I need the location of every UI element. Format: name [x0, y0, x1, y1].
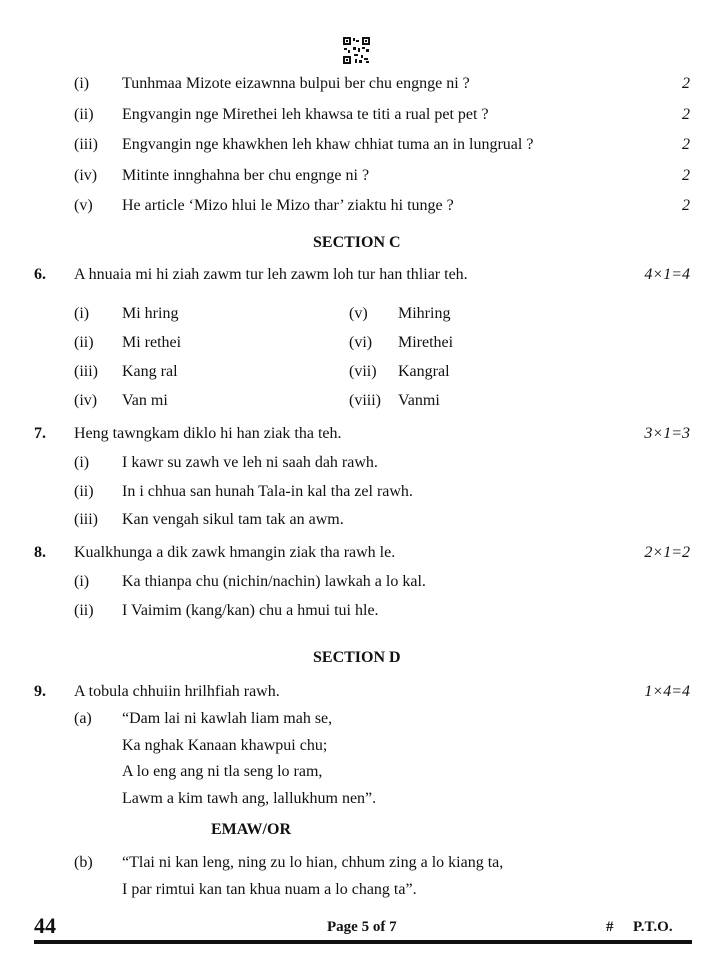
- item-text: Tunhmaa Mizote eizawnna bulpui ber chu engnge ni ?: [122, 75, 470, 92]
- item-label: (iii): [74, 511, 98, 528]
- option-label: (vii): [349, 363, 377, 380]
- question-marks: 2×1=2: [644, 544, 690, 561]
- question-number: 7.: [34, 425, 46, 442]
- poem-line: “Dam lai ni kawlah liam mah se,: [122, 710, 333, 727]
- question-text: Heng tawngkam diklo hi han ziak tha teh.: [74, 425, 342, 442]
- option-text: Van mi: [122, 392, 168, 409]
- paper-code: 44: [34, 913, 56, 938]
- item-marks: 2: [682, 136, 690, 153]
- question-number: 9.: [34, 683, 46, 700]
- option-label: (iv): [74, 392, 98, 409]
- footer-rule: [34, 940, 692, 944]
- or-label: EMAW/OR: [211, 821, 291, 838]
- poem-line: Lawm a kim tawh ang, lallukhum nen”.: [122, 790, 377, 807]
- hash-mark: #: [606, 919, 614, 935]
- option-label: (i): [74, 305, 90, 322]
- item-text: He article ‘Mizo hlui le Mizo thar’ ziaktu hi tunge ?: [122, 197, 454, 214]
- question-text: Kualkhunga a dik zawk hmangin ziak tha rawh le.: [74, 544, 396, 561]
- option-label: (viii): [349, 392, 381, 409]
- question-marks: 1×4=4: [644, 683, 690, 700]
- page-number: Page 5 of 7: [327, 919, 397, 935]
- poem-line: A lo eng ang ni tla seng lo ram,: [122, 763, 323, 780]
- poem-line: Ka nghak Kanaan khawpui chu;: [122, 737, 328, 754]
- option-label: (vi): [349, 334, 373, 351]
- option-text: Mi hring: [122, 305, 179, 322]
- item-text: I Vaimim (kang/kan) chu a hmui tui hle.: [122, 602, 379, 619]
- option-text: Kangral: [398, 363, 450, 380]
- option-a-label: (a): [74, 710, 92, 727]
- item-label: (i): [74, 454, 90, 471]
- option-label: (iii): [74, 363, 98, 380]
- pto-label: P.T.O.: [633, 919, 673, 935]
- option-text: Mihring: [398, 305, 451, 322]
- question-marks: 3×1=3: [644, 425, 690, 442]
- item-label: (i): [74, 573, 90, 590]
- question-text: A hnuaia mi hi ziah zawm tur leh zawm loh tur han thliar teh.: [74, 266, 468, 283]
- item-label: (i): [74, 75, 90, 92]
- item-marks: 2: [682, 167, 690, 184]
- option-text: Mirethei: [398, 334, 454, 351]
- question-text: A tobula chhuiin hrilhfiah rawh.: [74, 683, 280, 700]
- option-label: (v): [349, 305, 368, 322]
- item-text: Mitinte innghahna ber chu engnge ni ?: [122, 167, 370, 184]
- question-marks: 4×1=4: [644, 266, 690, 283]
- item-text: I kawr su zawh ve leh ni saah dah rawh.: [122, 454, 378, 471]
- section-d-heading: SECTION D: [313, 649, 401, 666]
- option-text: Vanmi: [398, 392, 440, 409]
- item-marks: 2: [682, 75, 690, 92]
- item-text: Engvangin nge khawkhen leh khaw chhiat tuma an in lungrual ?: [122, 136, 534, 153]
- item-text: In i chhua san hunah Tala-in kal tha zel rawh.: [122, 483, 413, 500]
- poem-line: I par rimtui kan tan khua nuam a lo chang ta”.: [122, 881, 417, 898]
- question-number: 8.: [34, 544, 46, 561]
- item-text: Engvangin nge Mirethei leh khawsa te titi a rual pet pet ?: [122, 106, 489, 123]
- option-label: (ii): [74, 334, 94, 351]
- question-number: 6.: [34, 266, 46, 283]
- option-text: Kang ral: [122, 363, 178, 380]
- poem-line: “Tlai ni kan leng, ning zu lo hian, chhum zing a lo kiang ta,: [122, 854, 504, 871]
- item-text: Kan vengah sikul tam tak an awm.: [122, 511, 344, 528]
- item-label: (ii): [74, 106, 94, 123]
- option-text: Mi rethei: [122, 334, 182, 351]
- item-marks: 2: [682, 106, 690, 123]
- qr-code-icon: [343, 37, 370, 64]
- item-text: Ka thianpa chu (nichin/nachin) lawkah a lo kal.: [122, 573, 426, 590]
- item-label: (iii): [74, 136, 98, 153]
- item-label: (v): [74, 197, 93, 214]
- item-label: (iv): [74, 167, 98, 184]
- item-marks: 2: [682, 197, 690, 214]
- section-c-heading: SECTION C: [313, 234, 401, 251]
- item-label: (ii): [74, 483, 94, 500]
- item-label: (ii): [74, 602, 94, 619]
- option-b-label: (b): [74, 854, 93, 871]
